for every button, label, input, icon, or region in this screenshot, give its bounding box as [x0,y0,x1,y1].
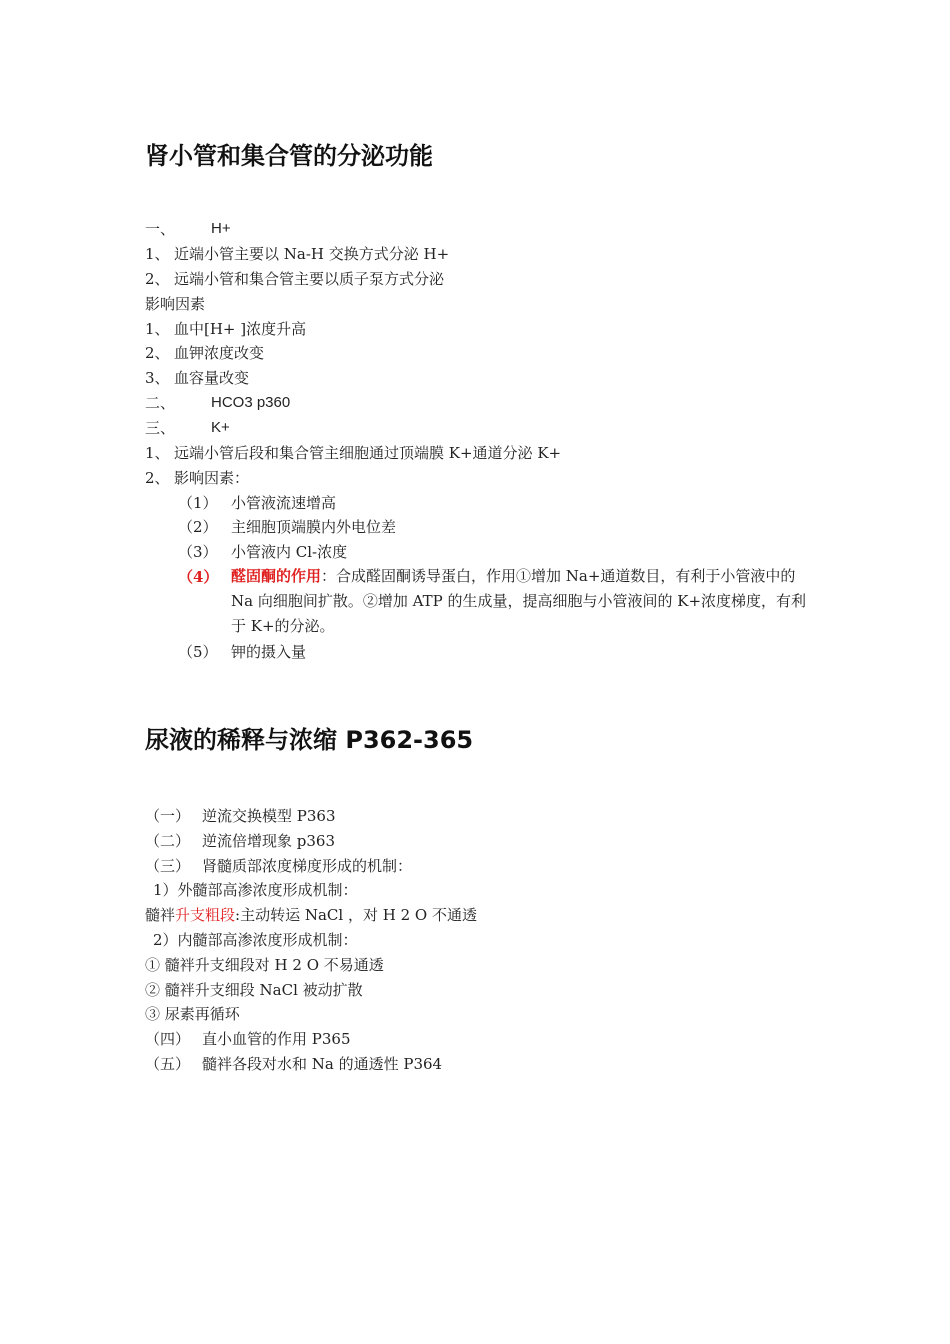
item-number: （二） [145,832,191,850]
item-text: 远端小管和集合管主要以质子泵方式分泌 [174,270,445,288]
outer-medulla-label: 1）外髓部高渗浓度形成机制： [153,881,358,899]
aldosterone-label: 醛固酮的作用 [231,567,322,585]
item-number: 二、 [145,394,176,412]
item-text: 血中[H+ ]浓度升高 [174,320,307,338]
loop-line [145,905,477,925]
section-title-urine: 尿液的稀释与浓缩 P362-365 [145,726,474,754]
item-text: 直小血管的作用 P365 [202,1030,351,1048]
loop-highlight: 升支粗段 [175,906,236,924]
item-number: 1、 [145,245,170,263]
aldosterone-text: ：合成醛固酮诱导蛋白，作用①增加 Na+通道数目，有利于小管液中的 Na 向细胞间扩散。②增加 ATP 的生成量，提高细胞与小管液间的 K+浓度梯度，有利于 K+的分泌。 [231,567,807,635]
item-number: （五） [145,1055,191,1073]
item-text: 远端小管后段和集合管主细胞通过顶端膜 K+通道分泌 K+ [174,444,562,462]
item-number: 2、 [145,344,170,362]
inner-medulla-label: 2）内髓部高渗浓度形成机制： [153,931,358,949]
factor-text: 小管液流速增高 [231,494,337,512]
item-text: 逆流倍增现象 p363 [202,832,336,850]
inner-point: ② 髓袢升支细段 NaCl 被动扩散 [145,981,363,999]
section-title-secretion: 肾小管和集合管的分泌功能 [145,142,433,170]
item-number: 1、 [145,320,170,338]
item-number: （三） [145,857,191,875]
item-number: 3、 [145,369,170,387]
influence-title: 影响因素 [145,295,206,313]
item-label: HCO3 p360 [211,394,291,411]
item-number: 1、 [145,444,170,462]
item-number: 2、 [145,270,170,288]
item-number: （四） [145,1030,191,1048]
item-number: 一、 [145,220,176,238]
inner-point: ① 髓袢升支细段对 H 2 O 不易通透 [145,956,384,974]
loop-suffix: :主动转运 NaCl ，对 H 2 O 不通透 [235,906,477,924]
factor-number: （1） [178,494,218,512]
factor-number: （2） [178,518,218,536]
item-text: 肾髓质部浓度梯度形成的机制： [202,857,413,875]
aldosterone-paragraph [231,564,811,639]
item-label: H+ [211,220,231,237]
item-text: 髓袢各段对水和 Na 的通透性 P364 [202,1055,443,1073]
factor-number: （5） [178,643,218,661]
factor-text: 主细胞顶端膜内外电位差 [231,518,397,536]
item-text: 血钾浓度改变 [174,344,265,362]
item-text: 影响因素： [174,469,250,487]
item-text: 血容量改变 [174,369,250,387]
item-number: （一） [145,807,191,825]
loop-prefix: 髓袢 [145,906,176,924]
factor-number: （3） [178,543,218,561]
inner-point: ③ 尿素再循环 [145,1005,240,1023]
factor-text: 钾的摄入量 [231,643,307,661]
item-text: 近端小管主要以 Na-H 交换方式分泌 H+ [174,245,450,263]
item-text: 逆流交换模型 P363 [202,807,336,825]
factor-text: 小管液内 Cl-浓度 [231,543,348,561]
item-label: K+ [211,419,230,436]
item-number: 2、 [145,469,170,487]
item-number: 三、 [145,419,176,437]
factor-number: （4） [178,568,219,586]
